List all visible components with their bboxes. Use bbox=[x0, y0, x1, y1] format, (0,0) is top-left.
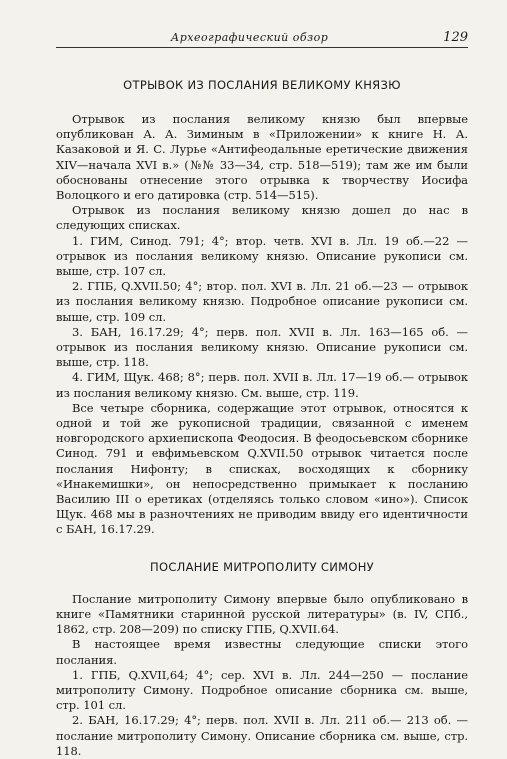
list-item bbox=[56, 668, 468, 714]
page bbox=[56, 30, 468, 759]
item-text: ГПБ, Q.XVII,64; 4°; сер. XVI в. Лл. 244—250 — послание митрополиту Симону. Подробное описание сборника см. выше, стр. 101 сл. bbox=[56, 667, 469, 713]
item-number: 4. bbox=[72, 370, 83, 385]
item-text: БАН, 16.17.29; 4°; перв. пол. XVII в. Лл. 163—165 об. — отрывок из послания великому князю. Описание рукописи см. выше, стр. 118. bbox=[56, 324, 469, 370]
item-number: 1. bbox=[72, 667, 83, 682]
item-number: 1. bbox=[72, 233, 83, 248]
list-item bbox=[56, 713, 468, 759]
list-item bbox=[56, 325, 468, 371]
item-text: ГИМ, Синод. 791; 4°; втор. четв. XVI в. Лл. 19 об.—22 — отрывок из послания великому князю. Описание рукописи см. выше, стр. 107 сл. bbox=[56, 233, 468, 279]
running-title: Археографический обзор bbox=[170, 31, 329, 44]
list-item bbox=[56, 370, 468, 400]
paragraph: Отрывок из послания великому князю был впервые опубликован А. А. Зиминым в «Приложении» к книге Н. А. Казаковой и Я. С. Лурье «Антифеодальные еретические движения XIV—начала XVI в.» (№№ 33—34, стр. 518—519); там же им были обоснованы отнесение этого отрывка к творчеству Иосифа Волоцкого и его датировка (стр. 514—515). bbox=[56, 112, 468, 203]
section-heading-excerpt: ОТРЫВОК ИЗ ПОСЛАНИЯ ВЕЛИКОМУ КНЯЗЮ bbox=[123, 78, 401, 92]
item-number: 2. bbox=[72, 279, 83, 294]
list-item bbox=[56, 279, 468, 325]
list-item bbox=[56, 234, 468, 280]
paragraph: Все четыре сборника, содержащие этот отрывок, относятся к одной и той же рукописной традиции, связанной с именем новгородского архиепископа Феодосия. В феодосьевском сборнике Синод. 791 и евфимьевском Q.XVII.50 отрывок читается после послания Нифонту; в списках, восходящих к сборнику «Инакемишки», он непосредственно примыкает к посланию Василию III о еретиках (отделяясь только словом «ино»). Список Щук. 468 мы в разночтениях не приводим ввиду его идентичности с БАН, 16.17.29. bbox=[56, 400, 468, 537]
item-number: 2. bbox=[72, 713, 83, 728]
paragraph: Послание митрополиту Симону впервые было опубликовано в книге «Памятники старинной русской литературы» (в. IV, СПб., 1862, стр. 208—209) по списку ГПБ, Q.XVII.64. bbox=[56, 591, 468, 637]
item-text: ГИМ, Щук. 468; 8°; перв. пол. XVII в. Лл. 17—19 об.— отрывок из послания великому князю. См. выше, стр. 119. bbox=[56, 370, 469, 400]
running-head bbox=[56, 30, 468, 48]
paragraph: Отрывок из послания великому князю дошел до нас в следующих списках. bbox=[56, 203, 468, 233]
item-text: ГПБ, Q.XVII.50; 4°; втор. пол. XVI в. Лл. 21 об.—23 — отрывок из послания великому князю. Подробное описание рукописи см. выше, стр. 109 сл. bbox=[56, 279, 468, 324]
page-number: 129 bbox=[443, 30, 468, 45]
paragraph: В настоящее время известны следующие списки этого послания. bbox=[56, 637, 468, 667]
item-number: 3. bbox=[72, 324, 83, 339]
section-heading-letter-simon: ПОСЛАНИЕ МИТРОПОЛИТУ СИМОНУ bbox=[150, 559, 374, 574]
item-text: БАН, 16.17.29; 4°; перв. пол. XVII в. Лл. 211 об.— 213 об. — послание митрополиту Симону. Описание сборника см. выше, стр. 118. bbox=[56, 713, 469, 758]
